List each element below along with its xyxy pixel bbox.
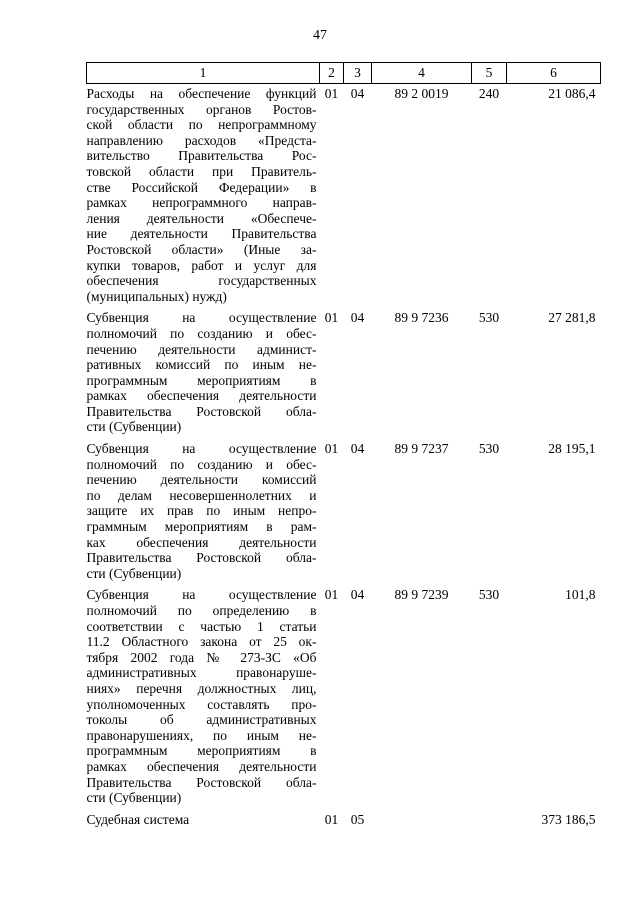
row-section-code: 01 <box>324 310 339 326</box>
row-subsection-code: 05 <box>350 811 365 827</box>
description-line: полномочий по определению в <box>86 603 317 618</box>
row-amount: 28 195,1 <box>548 441 596 457</box>
description-line: ниях» перечня должностных лиц, <box>86 680 317 696</box>
row-target-article-code: 89 9 7237 <box>394 441 449 457</box>
description-line: стве Российской Федерации» в <box>86 179 317 195</box>
description-line: Судебная система <box>86 811 190 827</box>
table-row <box>87 84 601 311</box>
row-description <box>87 310 320 441</box>
description-line: полномочий по созданию и обес- <box>86 325 317 341</box>
description-line: обеспечения государственных <box>86 273 317 289</box>
description-line: Правительства Ростовской обла- <box>86 774 317 790</box>
description-line: токолы об административных <box>86 712 317 728</box>
description-line: (муниципальных) нужд) <box>86 288 227 304</box>
row-amount: 101,8 <box>565 587 596 603</box>
description-line: товской области при Правитель- <box>86 163 317 179</box>
row-subsection-code: 04 <box>350 587 365 603</box>
description-line: 11.2 Областного закона от 25 ок- <box>86 634 317 650</box>
description-line: ках обеспечения деятельности <box>86 534 317 550</box>
description-line: рамках непрограммного направ- <box>86 195 317 211</box>
row-expense-type-code: 240 <box>478 86 500 101</box>
row-amount: 373 186,5 <box>541 811 596 827</box>
description-line: Субвенция на осуществление <box>86 587 317 603</box>
row-target-article-code: 89 2 0019 <box>394 86 449 101</box>
description-line: сти (Субвенции) <box>86 790 182 806</box>
description-line: рамках обеспечения деятельности <box>86 388 317 404</box>
description-line: граммным мероприятиям в рам- <box>86 519 317 535</box>
description-line: ние деятельности Правительства <box>86 226 317 242</box>
row-description <box>87 441 320 587</box>
row-target-article-code <box>372 812 472 834</box>
description-line: полномочий по созданию и обес- <box>86 456 317 472</box>
description-line: программным мероприятиям в <box>86 372 317 388</box>
row-target-article-code: 89 9 7239 <box>394 587 449 603</box>
row-subsection-code: 04 <box>350 86 365 101</box>
row-amount: 21 086,4 <box>548 86 596 101</box>
header-col-5: 5 <box>472 63 507 84</box>
table-row <box>87 812 601 834</box>
description-line: Правительства Ростовской обла- <box>86 403 317 419</box>
description-line: по делам несовершеннолетних и <box>86 487 317 503</box>
row-expense-type-code: 530 <box>478 441 500 457</box>
description-line: печению деятельности комиссий <box>86 472 317 488</box>
description-line: купки товаров, работ и услуг для <box>86 257 317 273</box>
description-line: государственных органов Ростов- <box>86 101 317 117</box>
description-line: направлению расходов «Предста- <box>86 132 317 148</box>
header-col-6: 6 <box>507 63 601 84</box>
description-line: программным мероприятиям в <box>86 743 317 759</box>
description-line: Расходы на обеспечение функций <box>86 86 317 101</box>
description-line: ления деятельности «Обеспече- <box>86 210 317 226</box>
row-section-code: 01 <box>324 441 339 457</box>
description-line: защите их прав по иным непро- <box>86 503 317 519</box>
description-line: рамках обеспечения деятельности <box>86 758 317 774</box>
description-line: Правительства Ростовской обла- <box>86 550 317 566</box>
row-expense-type-code <box>472 812 507 834</box>
description-line: вительство Правительства Рос- <box>86 148 317 164</box>
table-row <box>87 310 601 441</box>
row-expense-type-code: 530 <box>478 587 500 603</box>
row-section-code: 01 <box>324 86 339 101</box>
description-line: ративных комиссий по иным не- <box>86 357 317 373</box>
row-section-code: 01 <box>324 811 339 827</box>
budget-table <box>86 62 601 833</box>
description-line: Ростовской области» (Иные за- <box>86 241 317 257</box>
row-expense-type-code: 530 <box>478 310 500 326</box>
table-row <box>87 441 601 587</box>
description-line: сти (Субвенции) <box>86 565 182 581</box>
table-body <box>87 84 601 834</box>
description-line: уполномоченных составлять про- <box>86 696 317 712</box>
row-description <box>87 84 320 311</box>
description-line: печению деятельности админист- <box>86 341 317 357</box>
description-line: правонарушениях, по иным не- <box>86 727 317 743</box>
row-section-code: 01 <box>324 587 339 603</box>
header-col-3: 3 <box>344 63 372 84</box>
row-subsection-code: 04 <box>350 310 365 326</box>
table-header-row <box>87 63 601 84</box>
description-line: соответствии с частью 1 статьи <box>86 618 317 634</box>
row-subsection-code: 04 <box>350 441 365 457</box>
description-line: сти (Субвенции) <box>86 419 182 435</box>
description-line: тября 2002 года № 273-ЗС «Об <box>86 649 317 665</box>
description-line: Субвенция на осуществление <box>86 310 317 326</box>
table-row <box>87 587 601 811</box>
header-col-2: 2 <box>320 63 344 84</box>
row-target-article-code: 89 9 7236 <box>394 310 449 326</box>
header-col-4: 4 <box>372 63 472 84</box>
row-description <box>87 587 320 811</box>
description-line: ской области по непрограммному <box>86 117 317 133</box>
description-line: административных правонаруше- <box>86 665 317 681</box>
page-number: 47 <box>313 28 327 43</box>
description-line: Субвенция на осуществление <box>86 441 317 457</box>
header-col-1: 1 <box>87 63 320 84</box>
row-description <box>87 812 320 834</box>
row-amount: 27 281,8 <box>548 310 596 326</box>
